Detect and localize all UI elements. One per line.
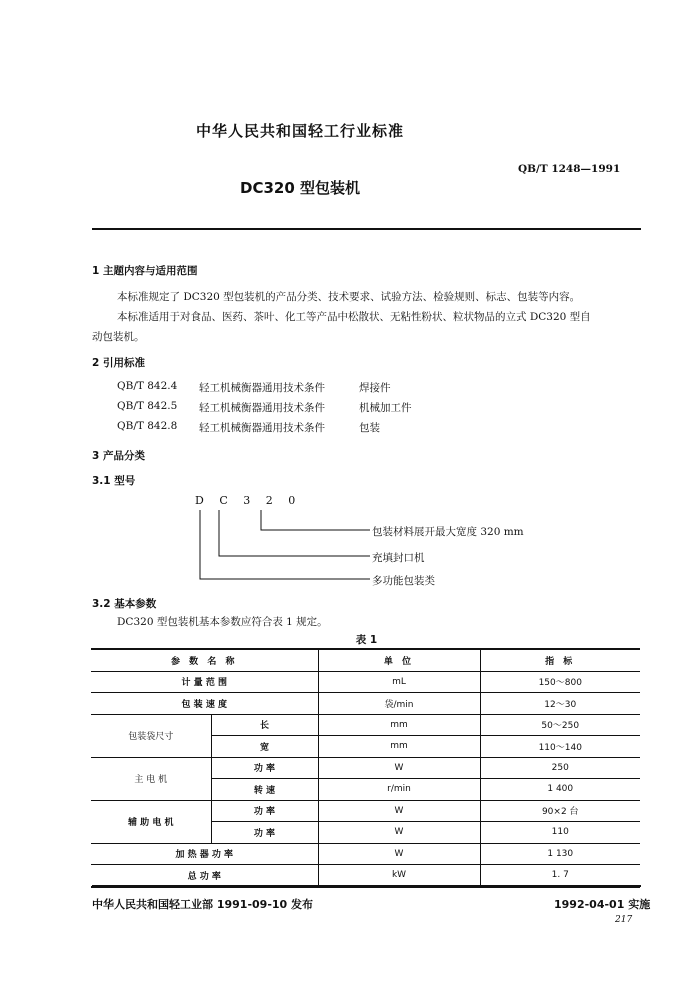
param-subname: 功 率 <box>211 757 318 779</box>
reference-name: 轻工机械衡器通用技术条件 <box>199 382 325 394</box>
param-unit: W <box>318 843 480 865</box>
section-1-para-2-line-1: 本标准适用于对食品、医药、茶叶、化工等产品中松散状、无粘性粉状、粒状物品的立式 DC320 型自 <box>117 311 591 323</box>
param-unit: mm <box>318 736 480 758</box>
parameters-table <box>91 648 640 888</box>
section-3-1-heading: 3.1 型号 <box>92 475 136 487</box>
param-name: 包 装 速 度 <box>91 693 318 715</box>
standard-body-title: 中华人民共和国轻工行业标准 <box>195 122 404 140</box>
model-label-width: 包装材料展开最大宽度 320 mm <box>372 526 524 538</box>
page-number: 217 <box>615 915 633 925</box>
param-name: 加 热 器 功 率 <box>91 843 318 865</box>
param-group: 包装袋尺寸 <box>91 714 211 757</box>
leader-line-multifunction <box>200 510 370 579</box>
table-row <box>91 671 640 693</box>
param-unit: 袋/min <box>318 693 480 715</box>
table-caption: 表 1 <box>355 634 378 646</box>
param-value: 150～800 <box>480 671 640 693</box>
reference-name: 轻工机械衡器通用技术条件 <box>199 422 325 434</box>
table-row <box>91 865 640 887</box>
leader-line-fill-seal <box>219 510 370 556</box>
param-unit: mL <box>318 671 480 693</box>
param-group: 主 电 机 <box>91 757 211 800</box>
table-header-row <box>91 649 640 671</box>
table-row <box>91 843 640 865</box>
reference-name: 轻工机械衡器通用技术条件 <box>199 402 325 414</box>
param-value: 1. 7 <box>480 865 640 887</box>
param-unit: W <box>318 757 480 779</box>
table-row <box>91 800 640 822</box>
section-1-para-2-line-2: 动包装机。 <box>92 331 145 343</box>
param-value: 110 <box>480 822 640 844</box>
section-1-heading: 1 主题内容与适用范围 <box>92 265 198 277</box>
param-value: 1 130 <box>480 843 640 865</box>
param-value: 90×2 台 <box>480 800 640 822</box>
reference-code: QB/T 842.8 <box>117 420 178 432</box>
table-row <box>91 693 640 715</box>
column-header: 指 标 <box>480 649 640 671</box>
footer-rule <box>92 885 641 887</box>
param-value: 250 <box>480 757 640 779</box>
param-subname: 宽 <box>211 736 318 758</box>
document-title: DC320 型包装机 <box>240 179 360 197</box>
param-name: 计 量 范 围 <box>91 671 318 693</box>
standard-code: QB/T 1248—1991 <box>518 163 621 175</box>
param-group: 辅 助 电 机 <box>91 800 211 843</box>
table-row <box>91 757 640 779</box>
column-header: 单 位 <box>318 649 480 671</box>
param-subname: 功 率 <box>211 800 318 822</box>
leader-line-width <box>261 510 370 530</box>
param-name: 总 功 率 <box>91 865 318 887</box>
model-label-multifunction: 多功能包装类 <box>372 575 435 587</box>
reference-part: 焊接件 <box>359 382 391 394</box>
param-subname: 长 <box>211 714 318 736</box>
section-2-heading: 2 引用标准 <box>92 357 145 369</box>
model-code: D C 3 2 0 <box>195 494 302 507</box>
param-unit: W <box>318 800 480 822</box>
param-subname: 转 速 <box>211 779 318 801</box>
param-value: 1 400 <box>480 779 640 801</box>
header-rule <box>92 228 641 230</box>
param-value: 50～250 <box>480 714 640 736</box>
param-subname: 功 率 <box>211 822 318 844</box>
param-unit: r/min <box>318 779 480 801</box>
reference-part: 机械加工件 <box>359 402 412 414</box>
param-unit: kW <box>318 865 480 887</box>
reference-code: QB/T 842.5 <box>117 400 178 412</box>
section-3-2-text: DC320 型包装机基本参数应符合表 1 规定。 <box>117 616 328 628</box>
column-header: 参 数 名 称 <box>91 649 318 671</box>
reference-part: 包装 <box>359 422 380 434</box>
reference-code: QB/T 842.4 <box>117 380 178 392</box>
section-1-para-1: 本标准规定了 DC320 型包装机的产品分类、技术要求、试验方法、检验规则、标志、包装等内容。 <box>117 291 581 303</box>
param-value: 110～140 <box>480 736 640 758</box>
param-unit: W <box>318 822 480 844</box>
section-3-heading: 3 产品分类 <box>92 450 145 462</box>
section-3-2-heading: 3.2 基本参数 <box>92 598 157 610</box>
table-row <box>91 714 640 736</box>
model-label-fill-seal: 充填封口机 <box>372 552 425 564</box>
param-value: 12～30 <box>480 693 640 715</box>
effective-date: 1992-04-01 实施 <box>554 898 651 911</box>
param-unit: mm <box>318 714 480 736</box>
issued-date: 中华人民共和国轻工业部 1991-09-10 发布 <box>92 898 314 911</box>
